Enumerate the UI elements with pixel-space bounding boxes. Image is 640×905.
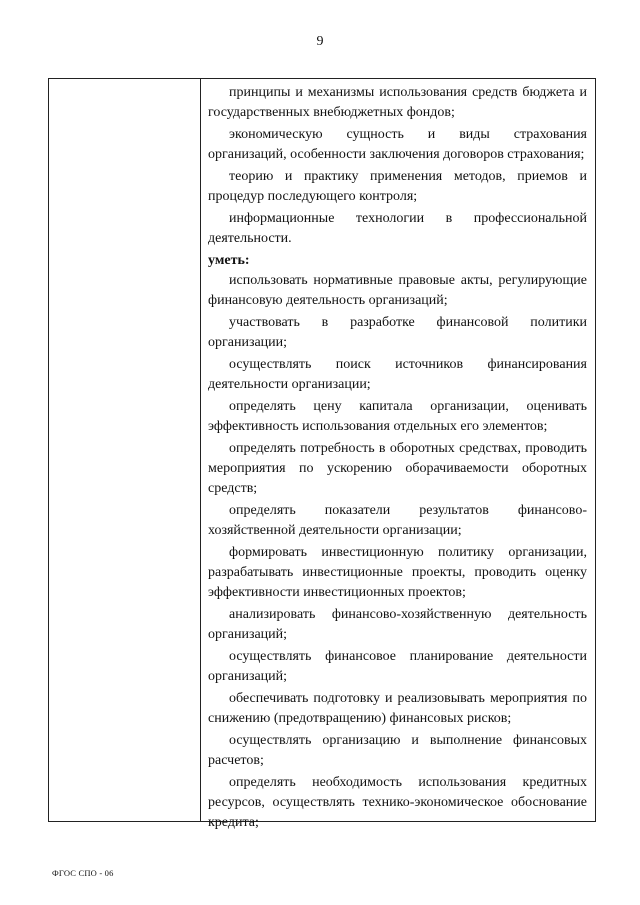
paragraph: принципы и механизмы использования средств бюджета и государственных внебюджетных фондов; [208, 85, 587, 120]
paragraph: информационные технологии в профессиональной деятельности. [208, 211, 587, 246]
paragraph: определять необходимость использования кредитных ресурсов, осуществлять технико-экономическое обоснование кредита; [208, 775, 587, 830]
paragraph: осуществлять поиск источников финансирования деятельности организации; [208, 357, 587, 392]
paragraph: анализировать финансово-хозяйственную деятельность организаций; [208, 607, 587, 642]
paragraph: определять потребность в оборотных средствах, проводить мероприятия по ускорению оборачиваемости оборотных средств; [208, 441, 587, 496]
paragraph: формировать инвестиционную политику организации, разрабатывать инвестиционные проекты, проводить оценку эффективности инвестиционных проектов; [208, 545, 587, 600]
paragraph: осуществлять финансовое планирование деятельности организаций; [208, 649, 587, 684]
paragraph: обеспечивать подготовку и реализовывать мероприятия по снижению (предотвращению) финансовых рисков; [208, 691, 587, 726]
paragraph: теорию и практику применения методов, приемов и процедур последующего контроля; [208, 169, 587, 204]
document-table [48, 78, 596, 830]
paragraph: определять показатели результатов финансово-хозяйственной деятельности организации; [208, 503, 587, 538]
table-left-cell [49, 79, 201, 821]
paragraph: использовать нормативные правовые акты, регулирующие финансовую деятельность организаций; [208, 273, 587, 308]
paragraph: участвовать в разработке финансовой политики организации; [208, 315, 587, 350]
paragraph: осуществлять организацию и выполнение финансовых расчетов; [208, 733, 587, 768]
table-right-cell [201, 79, 595, 835]
paragraph: определять цену капитала организации, оценивать эффективность использования отдельных его элементов; [208, 399, 587, 434]
page-number: 9 [316, 34, 324, 49]
paragraph: экономическую сущность и виды страхования организаций, особенности заключения договоров страхования; [208, 127, 587, 162]
footer-code: ФГОС СПО - 06 [52, 868, 114, 878]
section-heading: уметь: [208, 253, 250, 268]
